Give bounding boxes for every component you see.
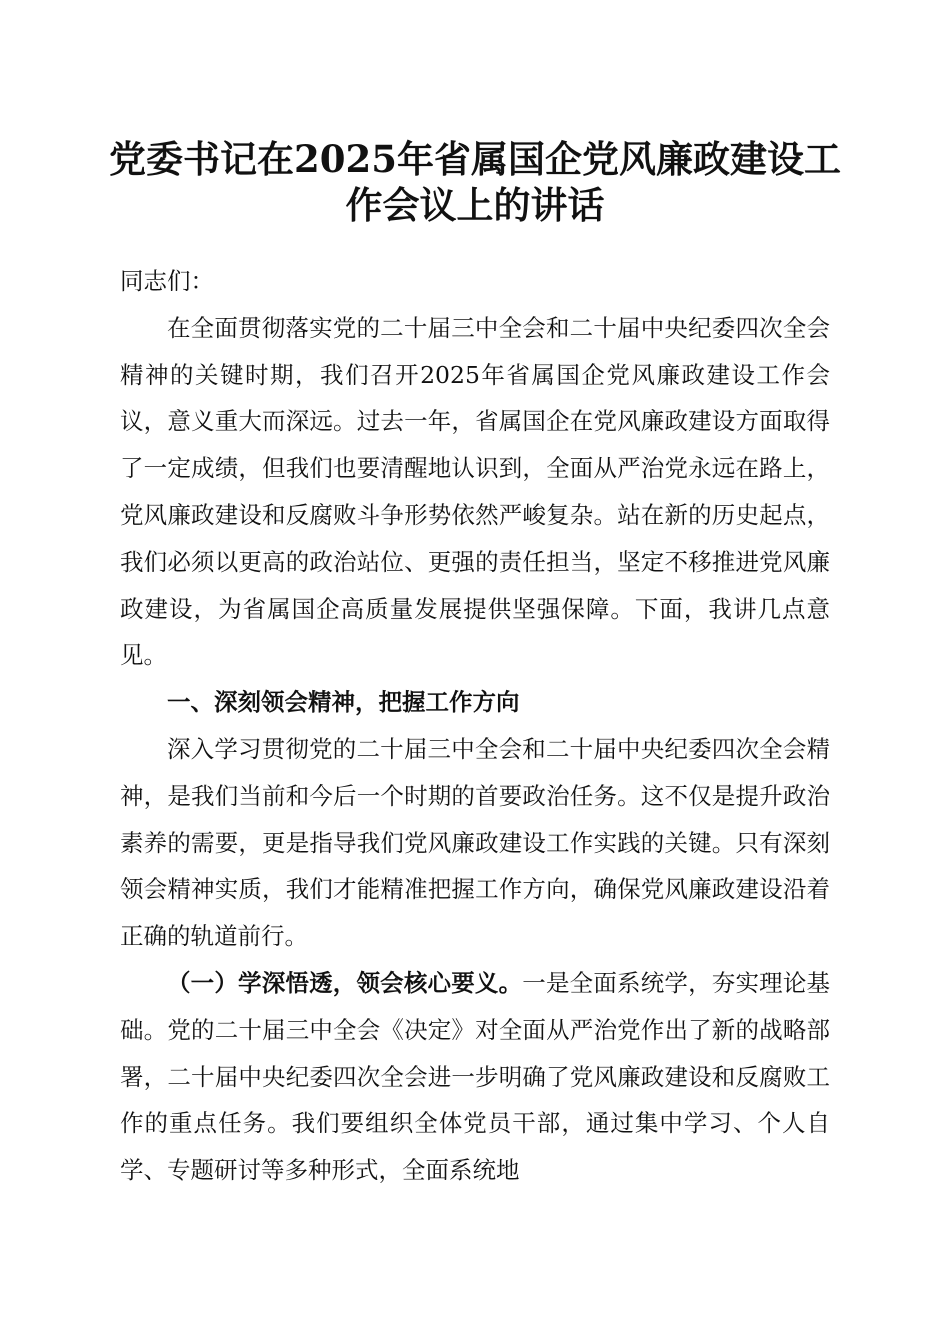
section-heading-1: 一、深刻领会精神，把握工作方向 <box>167 688 520 717</box>
document-title-line-2: 作会议上的讲话 <box>345 183 605 227</box>
document-body <box>120 258 830 1194</box>
section-1-paragraph: 深入学习贯彻党的二十届三中全会和二十届中央纪委四次全会精神，是我们当前和今后一个时期的首要政治任务。这不仅是提升政治素养的需要，更是指导我们党风廉政建设工作实践的关键。只有深刻领会精神实质，我们才能精准把握工作方向，确保党风廉政建设沿着正确的轨道前行。 <box>120 734 830 951</box>
subsection-1-paragraph <box>120 960 830 1194</box>
intro-paragraph: 在全面贯彻落实党的二十届三中全会和二十届中央纪委四次全会精神的关键时期，我们召开2025年省属国企党风廉政建设工作会议，意义重大而深远。过去一年，省属国企在党风廉政建设方面取得了一定成绩，但我们也要清醒地认识到，全面从严治党永远在路上，党风廉政建设和反腐败斗争形势依然严峻复杂。站在新的历史起点，我们必须以更高的政治站位、更强的责任担当，坚定不移推进党风廉政建设，为省属国企高质量发展提供坚强保障。下面，我讲几点意见。 <box>120 313 830 670</box>
document-title-line-1: 党委书记在2025年省属国企党风廉政建设工 <box>109 137 841 181</box>
salutation: 同志们： <box>120 267 214 295</box>
subsection-1-heading: （一）学深悟透，领会核心要义。 <box>167 968 523 997</box>
subsection-1-text: 一是全面系统学，夯实理论基础。党的二十届三中全会《决定》对全面从严治党作出了新的战略部署，二十届中央纪委四次全会进一步明确了党风廉政建设和反腐败工作的重点任务。我们要组织全体党员干部，通过集中学习、个人自学、专题研讨等多种形式，全面系统地 <box>120 968 831 1185</box>
